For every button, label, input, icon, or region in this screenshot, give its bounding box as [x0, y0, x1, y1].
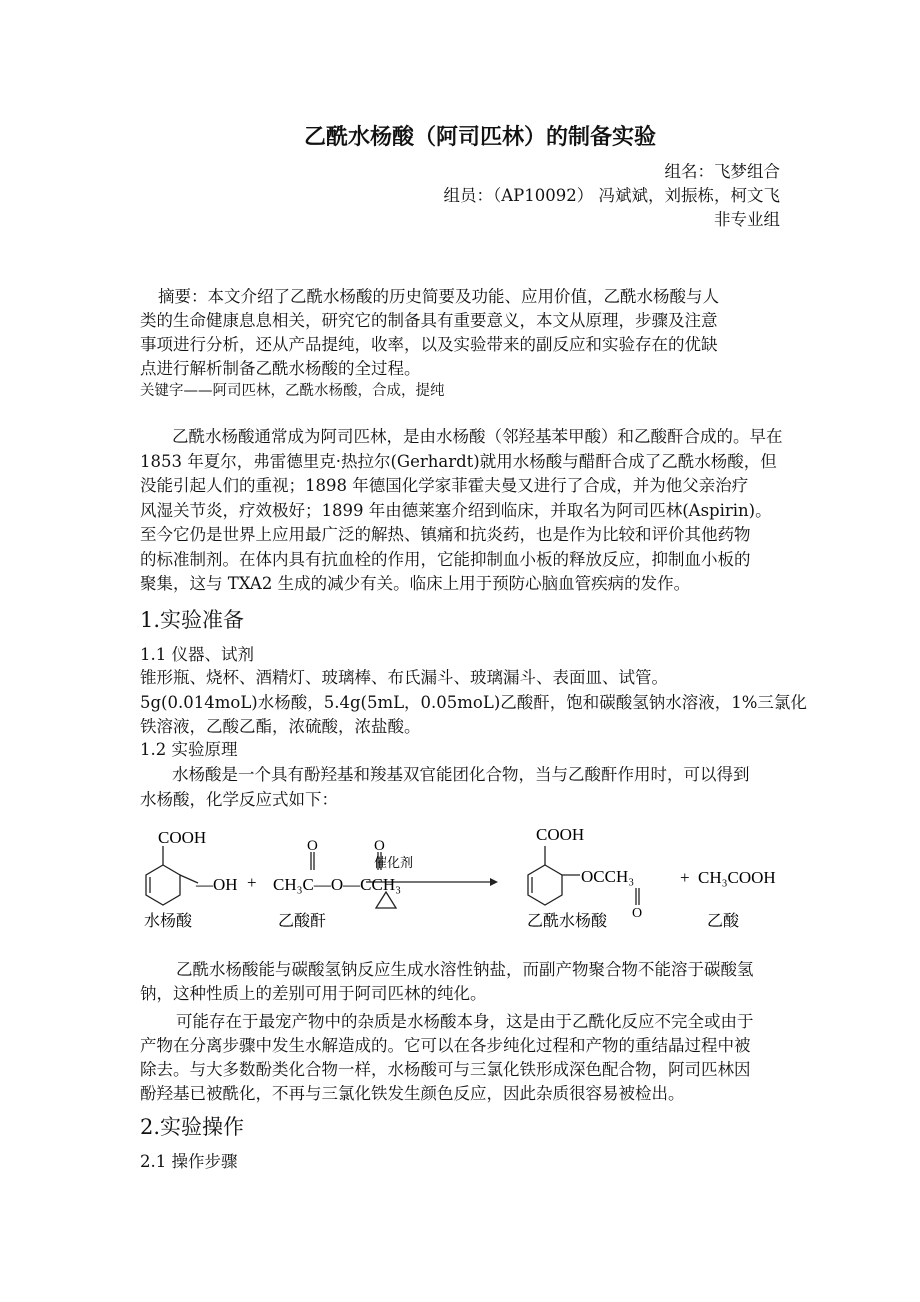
plus-sign: +: [247, 873, 257, 892]
label-salicylic-acid: 水杨酸: [144, 913, 193, 930]
document-title: 乙酰水杨酸（阿司匹林）的制备实验: [303, 125, 656, 150]
section-heading: 2.实验操作: [140, 1115, 245, 1139]
group-members: 组员：（AP10092） 冯斌斌，刘振栋，柯文飞: [443, 186, 780, 205]
acetoxy-label: OCCH₃: [581, 867, 635, 886]
subsection-heading: 1.1 仪器、试剂: [140, 645, 254, 664]
oh-label: —OH: [196, 875, 238, 894]
intro-line: 没能引起人们的重视；1898 年德国化学家菲霍夫曼又进行了合成，并为他父亲治疗: [140, 476, 749, 495]
cooh-label: COOH: [158, 828, 207, 847]
abstract-line: 点进行解析制备乙酰水杨酸的全过程。: [140, 359, 421, 378]
intro-line: 1853 年夏尔，弗雷德里克·热拉尔(Gerhardt)就用水杨酸与醋酐合成了乙酰水杨酸，但: [140, 452, 777, 471]
body-line: 酚羟基已被酰化，不再与三氯化铁发生颜色反应，因此杂质很容易被检出。: [140, 1084, 685, 1103]
catalyst-label: 催化剂: [374, 855, 414, 870]
subsection-heading: 1.2 实验原理: [140, 740, 238, 759]
carbonyl-o: O: [374, 838, 385, 854]
body-line: 钠，这种性质上的差别可用于阿司匹林的纯化。: [140, 984, 487, 1003]
label-acetic-acid: 乙酸: [707, 913, 740, 930]
intro-line: 聚集，这与 TXA2 生成的减少有关。临床上用于预防心脑血管疾病的发作。: [140, 574, 691, 593]
body-line: 铁溶液，乙酸乙酯，浓硫酸，浓盐酸。: [140, 717, 421, 736]
body-line: 乙酰水杨酸能与碳酸氢钠反应生成水溶性钠盐，而副产物聚合物不能溶于碳酸氢: [176, 960, 754, 979]
intro-line: 风湿关节炎，疗效极好；1899 年由德莱塞介绍到临床，并取名为阿司匹林(Aspirin)。: [140, 501, 772, 520]
intro-line: 的标准制剂。在体内具有抗血栓的作用，它能抑制血小板的释放反应，抑制血小板的: [140, 550, 751, 569]
section-heading: 1.实验准备: [140, 608, 245, 632]
body-line: 水杨酸是一个具有酚羟基和羧基双官能团化合物，当与乙酸酐作用时，可以得到: [172, 765, 750, 784]
body-line: 水杨酸，化学反应式如下：: [140, 790, 338, 809]
intro-line: 至今它仍是世界上应用最广泛的解热、镇痛和抗炎药，也是作为比较和评价其他药物: [140, 525, 751, 544]
anhydride-formula: CH₃C—O—CCH₃: [273, 875, 402, 894]
group-category: 非专业组: [714, 210, 780, 229]
abstract-line: 类的生命健康息息相关，研究它的制备具有重要意义，本文从原理，步骤及注意: [140, 311, 718, 330]
body-line: 5g(0.014moL)水杨酸，5.4g(5mL，0.05moL)乙酸酐，饱和碳酸氢钠水溶液，1%三氯化: [140, 693, 807, 712]
plus-sign: +: [680, 868, 690, 887]
subsection-heading: 2.1 操作步骤: [140, 1152, 238, 1171]
body-line: 除去。与大多数酚类化合物一样，水杨酸可与三氯化铁形成深色配合物，阿司匹林因: [140, 1060, 751, 1079]
keywords: 关键字——阿司匹林，乙酰水杨酸，合成，提纯: [140, 383, 445, 399]
acetic-acid-formula: CH₃COOH: [698, 868, 776, 887]
reaction-equation: [130, 810, 790, 940]
carbonyl-o: O: [307, 838, 318, 854]
body-line: 产物在分离步骤中发生水解造成的。它可以在各步纯化过程和产物的重结晶过程中被: [140, 1036, 751, 1055]
body-line: 锥形瓶、烧杯、酒精灯、玻璃棒、布氏漏斗、玻璃漏斗、表面皿、试管。: [140, 668, 668, 687]
body-line: 可能存在于最宠产物中的杂质是水杨酸本身，这是由于乙酰化反应不完全或由于: [176, 1012, 754, 1031]
abstract-line: 事项进行分析，还从产品提纯，收率，以及实验带来的副反应和实验存在的优缺: [140, 335, 718, 354]
abstract-line: 摘要：本文介绍了乙酰水杨酸的历史简要及功能、应用价值，乙酰水杨酸与人: [158, 287, 719, 306]
cooh-label: COOH: [536, 825, 585, 844]
label-aspirin: 乙酰水杨酸: [527, 913, 608, 930]
group-name: 组名：飞梦组合: [664, 162, 780, 181]
label-anhydride: 乙酸酐: [278, 913, 327, 930]
carbonyl-o: O: [632, 906, 643, 921]
intro-line: 乙酰水杨酸通常成为阿司匹林，是由水杨酸（邻羟基苯甲酸）和乙酸酐合成的。早在: [172, 427, 783, 446]
